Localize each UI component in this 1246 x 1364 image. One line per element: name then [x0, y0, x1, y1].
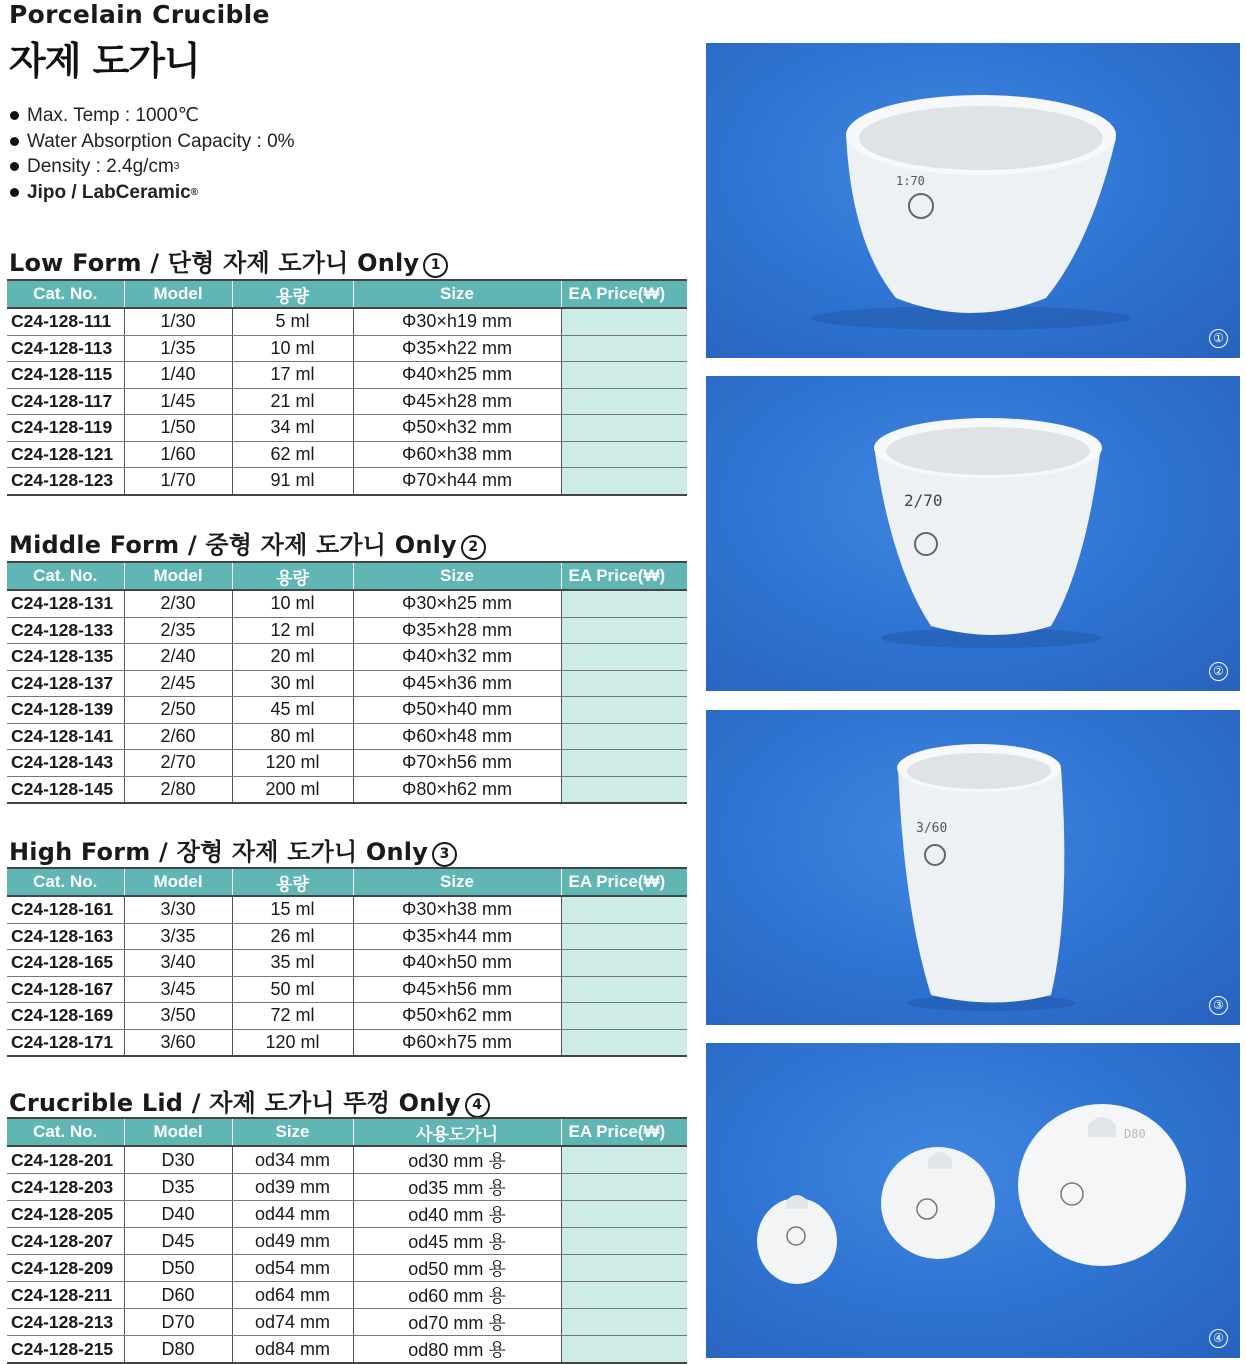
table-row: [7, 1282, 687, 1309]
column-header: EA Price(₩): [561, 1118, 687, 1146]
cell-size: Φ70×h56 mm: [353, 750, 561, 777]
cell-capacity: od54 mm: [232, 1255, 353, 1282]
cell-model: 2/50: [124, 697, 232, 724]
marker-4-icon: ④: [1209, 1329, 1228, 1348]
table-row: [7, 950, 687, 977]
cell-size: Φ50×h40 mm: [353, 697, 561, 724]
crucible-lids-image: [706, 1043, 1240, 1358]
cell-size: od60 mm 용: [353, 1282, 561, 1309]
table-lid: [7, 1117, 687, 1364]
table-row: [7, 723, 687, 750]
cell-capacity: 10 ml: [232, 335, 353, 362]
cell-capacity: od44 mm: [232, 1201, 353, 1228]
cell-model: 2/45: [124, 670, 232, 697]
cell-model: 3/60: [124, 1029, 232, 1056]
cell-price: [561, 1336, 687, 1364]
cell-cat: C24-128-111: [7, 308, 124, 335]
cell-cat: C24-128-167: [7, 976, 124, 1003]
cell-price: [561, 896, 687, 923]
section-title-middle-form: Middle Form / 중형 자제 도가니 Only 2: [9, 525, 486, 560]
cell-cat: C24-128-163: [7, 923, 124, 950]
cell-cat: C24-128-169: [7, 1003, 124, 1030]
column-header: Cat. No.: [7, 280, 124, 308]
table-row: [7, 1029, 687, 1056]
cell-capacity: 12 ml: [232, 617, 353, 644]
table-row: [7, 362, 687, 389]
section-title-lid: Crucrible Lid / 자제 도가니 뚜껑 Only 4: [9, 1083, 490, 1118]
cell-price: [561, 335, 687, 362]
cell-price: [561, 468, 687, 495]
cell-size: Φ35×h44 mm: [353, 923, 561, 950]
cell-model: 3/45: [124, 976, 232, 1003]
photo-middle-form: [706, 376, 1240, 691]
cell-capacity: od39 mm: [232, 1174, 353, 1201]
cell-size: Φ60×h48 mm: [353, 723, 561, 750]
cell-price: [561, 308, 687, 335]
cell-cat: C24-128-145: [7, 776, 124, 803]
cell-model: 2/35: [124, 617, 232, 644]
cell-model: 3/50: [124, 1003, 232, 1030]
bullet-icon: [10, 188, 19, 197]
crucible-label-text: 1:70: [896, 174, 925, 188]
spec-density: Density : 2.4g/cm 3: [10, 154, 295, 180]
crucible-label-text: 3/60: [916, 821, 948, 836]
column-header: Size: [353, 280, 561, 308]
table-row: [7, 1336, 687, 1364]
spec-list: [10, 103, 295, 205]
column-header: 용량: [232, 280, 353, 308]
marker-icon: 3: [432, 842, 457, 867]
cell-size: od70 mm 용: [353, 1309, 561, 1336]
bullet-icon: [10, 111, 19, 120]
table-row: [7, 1201, 687, 1228]
cell-model: 2/60: [124, 723, 232, 750]
table-row: [7, 335, 687, 362]
cell-model: D45: [124, 1228, 232, 1255]
cell-size: od30 mm 용: [353, 1146, 561, 1174]
column-header: 사용도가니: [353, 1118, 561, 1146]
table-row: [7, 1309, 687, 1336]
cell-price: [561, 1309, 687, 1336]
cell-model: D40: [124, 1201, 232, 1228]
table-row: [7, 468, 687, 495]
column-header: Model: [124, 562, 232, 590]
cell-model: 2/30: [124, 590, 232, 617]
cell-capacity: od84 mm: [232, 1336, 353, 1364]
cell-cat: C24-128-201: [7, 1146, 124, 1174]
cell-cat: C24-128-115: [7, 362, 124, 389]
table-row: [7, 590, 687, 617]
cell-price: [561, 441, 687, 468]
cell-capacity: 62 ml: [232, 441, 353, 468]
spec-max-temp: Max. Temp : 1000℃: [10, 103, 295, 129]
marker-icon: 2: [461, 535, 486, 560]
cell-price: [561, 950, 687, 977]
cell-price: [561, 617, 687, 644]
cell-model: 1/45: [124, 388, 232, 415]
cell-model: 2/80: [124, 776, 232, 803]
cell-price: [561, 590, 687, 617]
column-header: Model: [124, 868, 232, 896]
table-row: [7, 617, 687, 644]
cell-size: Φ50×h62 mm: [353, 1003, 561, 1030]
cell-size: Φ60×h38 mm: [353, 441, 561, 468]
table-row: [7, 388, 687, 415]
cell-capacity: 120 ml: [232, 1029, 353, 1056]
cell-size: Φ45×h28 mm: [353, 388, 561, 415]
cell-capacity: 21 ml: [232, 388, 353, 415]
cell-capacity: 50 ml: [232, 976, 353, 1003]
cell-size: od80 mm 용: [353, 1336, 561, 1364]
column-header: 용량: [232, 562, 353, 590]
column-header: EA Price(₩): [561, 280, 687, 308]
marker-icon: 1: [423, 253, 448, 278]
section-title-high-form: High Form / 장형 자제 도가니 Only 3: [9, 832, 457, 867]
cell-price: [561, 415, 687, 442]
cell-cat: C24-128-113: [7, 335, 124, 362]
cell-size: od35 mm 용: [353, 1174, 561, 1201]
crucible-label-text: 2/70: [904, 491, 943, 510]
cell-capacity: 10 ml: [232, 590, 353, 617]
cell-capacity: od74 mm: [232, 1309, 353, 1336]
cell-cat: C24-128-117: [7, 388, 124, 415]
table-row: [7, 670, 687, 697]
cell-model: 1/35: [124, 335, 232, 362]
spec-absorption: Water Absorption Capacity : 0%: [10, 129, 295, 155]
cell-price: [561, 1228, 687, 1255]
cell-model: D50: [124, 1255, 232, 1282]
marker-icon: 4: [465, 1093, 490, 1118]
cell-model: 1/40: [124, 362, 232, 389]
cell-price: [561, 1201, 687, 1228]
photo-low-form: [706, 43, 1240, 358]
cell-model: 2/40: [124, 644, 232, 671]
cell-model: D60: [124, 1282, 232, 1309]
cell-capacity: 26 ml: [232, 923, 353, 950]
table-row: [7, 1003, 687, 1030]
cell-size: Φ40×h32 mm: [353, 644, 561, 671]
cell-size: Φ70×h44 mm: [353, 468, 561, 495]
cell-cat: C24-128-211: [7, 1282, 124, 1309]
table-row: [7, 923, 687, 950]
high-form-crucible-image: [706, 710, 1240, 1025]
cell-price: [561, 1282, 687, 1309]
cell-cat: C24-128-139: [7, 697, 124, 724]
cell-size: Φ30×h19 mm: [353, 308, 561, 335]
cell-size: Φ45×h56 mm: [353, 976, 561, 1003]
cell-capacity: 30 ml: [232, 670, 353, 697]
section-title-low-form: Low Form / 단형 자제 도가니 Only 1: [9, 243, 448, 278]
cell-size: Φ35×h22 mm: [353, 335, 561, 362]
cell-capacity: 72 ml: [232, 1003, 353, 1030]
column-header: Cat. No.: [7, 1118, 124, 1146]
cell-cat: C24-128-141: [7, 723, 124, 750]
cell-size: Φ40×h50 mm: [353, 950, 561, 977]
cell-cat: C24-128-205: [7, 1201, 124, 1228]
low-form-crucible-image: [706, 43, 1240, 358]
cell-model: D70: [124, 1309, 232, 1336]
cell-size: Φ45×h36 mm: [353, 670, 561, 697]
page-title-english: Porcelain Crucible: [9, 0, 270, 29]
table-row: [7, 697, 687, 724]
marker-3-icon: ③: [1209, 996, 1228, 1015]
column-header: Size: [353, 868, 561, 896]
cell-capacity: 200 ml: [232, 776, 353, 803]
cell-price: [561, 976, 687, 1003]
page-title-korean: 자제 도가니: [9, 39, 200, 83]
cell-cat: C24-128-135: [7, 644, 124, 671]
cell-capacity: 120 ml: [232, 750, 353, 777]
cell-model: D80: [124, 1336, 232, 1364]
table-row: [7, 1255, 687, 1282]
table-row: [7, 776, 687, 803]
cell-price: [561, 388, 687, 415]
cell-size: Φ60×h75 mm: [353, 1029, 561, 1056]
cell-cat: C24-128-121: [7, 441, 124, 468]
cell-capacity: 20 ml: [232, 644, 353, 671]
cell-capacity: 91 ml: [232, 468, 353, 495]
column-header: EA Price(₩): [561, 562, 687, 590]
cell-price: [561, 1003, 687, 1030]
table-high-form: [7, 867, 687, 1057]
cell-price: [561, 776, 687, 803]
column-header: Cat. No.: [7, 562, 124, 590]
cell-cat: C24-128-131: [7, 590, 124, 617]
column-header: Size: [232, 1118, 353, 1146]
table-row: [7, 1146, 687, 1174]
table-row: [7, 1228, 687, 1255]
photo-high-form: [706, 710, 1240, 1025]
cell-price: [561, 1255, 687, 1282]
spec-brand: Jipo / LabCeramic ®: [10, 180, 295, 206]
cell-capacity: 17 ml: [232, 362, 353, 389]
marker-2-icon: ②: [1209, 662, 1228, 681]
cell-cat: C24-128-161: [7, 896, 124, 923]
cell-model: D35: [124, 1174, 232, 1201]
cell-size: od40 mm 용: [353, 1201, 561, 1228]
cell-cat: C24-128-215: [7, 1336, 124, 1364]
cell-size: od50 mm 용: [353, 1255, 561, 1282]
cell-model: 3/40: [124, 950, 232, 977]
cell-size: Φ80×h62 mm: [353, 776, 561, 803]
cell-price: [561, 750, 687, 777]
cell-price: [561, 644, 687, 671]
table-row: [7, 976, 687, 1003]
cell-size: Φ50×h32 mm: [353, 415, 561, 442]
cell-capacity: od49 mm: [232, 1228, 353, 1255]
column-header: Model: [124, 1118, 232, 1146]
cell-cat: C24-128-203: [7, 1174, 124, 1201]
cell-cat: C24-128-133: [7, 617, 124, 644]
cell-cat: C24-128-213: [7, 1309, 124, 1336]
bullet-icon: [10, 162, 19, 171]
cell-model: 1/30: [124, 308, 232, 335]
cell-price: [561, 923, 687, 950]
cell-model: 3/35: [124, 923, 232, 950]
cell-price: [561, 1029, 687, 1056]
table-row: [7, 1174, 687, 1201]
cell-size: Φ35×h28 mm: [353, 617, 561, 644]
column-header: Cat. No.: [7, 868, 124, 896]
cell-cat: C24-128-165: [7, 950, 124, 977]
table-row: [7, 896, 687, 923]
cell-cat: C24-128-123: [7, 468, 124, 495]
column-header: Size: [353, 562, 561, 590]
cell-price: [561, 670, 687, 697]
table-row: [7, 750, 687, 777]
table-row: [7, 441, 687, 468]
cell-capacity: 80 ml: [232, 723, 353, 750]
cell-price: [561, 697, 687, 724]
cell-price: [561, 1146, 687, 1174]
cell-capacity: 15 ml: [232, 896, 353, 923]
column-header: 용량: [232, 868, 353, 896]
cell-model: D30: [124, 1146, 232, 1174]
cell-price: [561, 723, 687, 750]
cell-capacity: 45 ml: [232, 697, 353, 724]
cell-capacity: 34 ml: [232, 415, 353, 442]
table-row: [7, 308, 687, 335]
cell-price: [561, 1174, 687, 1201]
cell-model: 3/30: [124, 896, 232, 923]
cell-capacity: 5 ml: [232, 308, 353, 335]
column-header: EA Price(₩): [561, 868, 687, 896]
cell-cat: C24-128-119: [7, 415, 124, 442]
cell-capacity: od64 mm: [232, 1282, 353, 1309]
cell-model: 1/60: [124, 441, 232, 468]
marker-1-icon: ①: [1209, 329, 1228, 348]
photo-lid: [706, 1043, 1240, 1358]
middle-form-crucible-image: [706, 376, 1240, 691]
table-middle-form: [7, 561, 687, 804]
column-header: Model: [124, 280, 232, 308]
cell-cat: C24-128-207: [7, 1228, 124, 1255]
table-row: [7, 415, 687, 442]
cell-capacity: od34 mm: [232, 1146, 353, 1174]
cell-cat: C24-128-137: [7, 670, 124, 697]
cell-cat: C24-128-171: [7, 1029, 124, 1056]
bullet-icon: [10, 137, 19, 146]
cell-model: 1/50: [124, 415, 232, 442]
cell-size: Φ30×h25 mm: [353, 590, 561, 617]
table-row: [7, 644, 687, 671]
cell-size: Φ30×h38 mm: [353, 896, 561, 923]
cell-size: Φ40×h25 mm: [353, 362, 561, 389]
cell-price: [561, 362, 687, 389]
cell-cat: C24-128-209: [7, 1255, 124, 1282]
cell-cat: C24-128-143: [7, 750, 124, 777]
table-low-form: [7, 279, 687, 496]
cell-capacity: 35 ml: [232, 950, 353, 977]
cell-model: 2/70: [124, 750, 232, 777]
lid-label-text: D80: [1124, 1127, 1146, 1141]
cell-model: 1/70: [124, 468, 232, 495]
cell-size: od45 mm 용: [353, 1228, 561, 1255]
